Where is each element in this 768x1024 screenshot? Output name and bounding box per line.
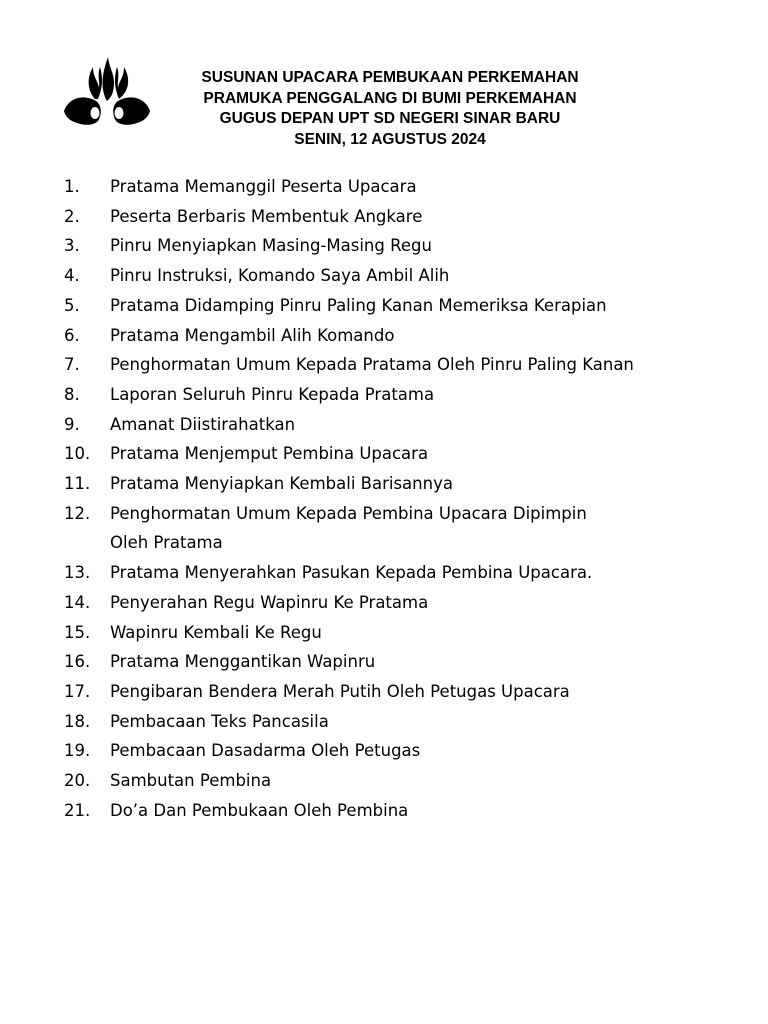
item-number: 13.	[64, 563, 91, 583]
list-item	[64, 736, 744, 766]
item-number: 10.	[64, 444, 91, 464]
tunas-kelapa-pramuka-logo-icon	[62, 55, 152, 127]
list-item	[64, 796, 744, 826]
item-text: Pengibaran Bendera Merah Putih Oleh Petugas Upacara	[110, 681, 570, 701]
item-number: 12.	[64, 503, 91, 523]
list-item	[64, 380, 744, 410]
title-line-2: PRAMUKA PENGGALANG DI BUMI PERKEMAHAN	[203, 89, 577, 107]
item-number: 20.	[64, 771, 91, 791]
item-text: Penghormatan Umum Kepada Pratama Oleh Pinru Paling Kanan	[110, 355, 634, 375]
item-text: Sambutan Pembina	[110, 771, 272, 791]
list-item	[64, 172, 744, 202]
list-item	[64, 261, 744, 291]
item-text: Pratama Memanggil Peserta Upacara	[110, 177, 417, 196]
item-number: 1.	[64, 177, 80, 196]
list-item	[64, 469, 744, 499]
item-text: Penghormatan Umum Kepada Pembina Upacara Dipimpin Oleh Pratama	[110, 503, 587, 553]
item-text: Laporan Seluruh Pinru Kepada Pratama	[110, 384, 435, 404]
item-text: Pembacaan Dasadarma Oleh Petugas	[110, 741, 421, 761]
item-number: 2.	[64, 206, 80, 226]
list-item	[64, 410, 744, 440]
document-title	[160, 68, 620, 150]
list-item	[64, 647, 744, 677]
list-item	[64, 707, 744, 737]
item-number: 9.	[64, 414, 80, 434]
list-item	[64, 558, 744, 588]
item-number: 4.	[64, 266, 80, 286]
item-number: 7.	[64, 355, 80, 375]
list-item	[64, 677, 744, 707]
item-number: 3.	[64, 236, 80, 256]
item-text: Pinru Instruksi, Komando Saya Ambil Alih	[110, 266, 450, 286]
item-number: 15.	[64, 622, 91, 642]
item-text: Pratama Menggantikan Wapinru	[110, 652, 376, 672]
title-date: SENIN, 12 AGUSTUS 2024	[294, 130, 486, 148]
list-item	[64, 588, 744, 618]
list-item	[64, 499, 744, 558]
item-text: Pembacaan Teks Pancasila	[110, 711, 329, 731]
item-text: Pratama Menjemput Pembina Upacara	[110, 444, 429, 464]
item-text: Pratama Menyerahkan Pasukan Kepada Pembina Upacara.	[110, 563, 593, 583]
list-item	[64, 439, 744, 469]
item-number: 8.	[64, 384, 80, 404]
item-text: Wapinru Kembali Ke Regu	[110, 622, 322, 642]
item-text: Amanat Diistirahatkan	[110, 414, 296, 434]
list-item	[64, 350, 744, 380]
item-text: Pinru Menyiapkan Masing-Masing Regu	[110, 236, 432, 256]
item-text: Peserta Berbaris Membentuk Angkare	[110, 206, 423, 226]
title-line-1: SUSUNAN UPACARA PEMBUKAAN PERKEMAHAN	[201, 69, 579, 86]
item-number: 5.	[64, 295, 80, 315]
list-item	[64, 291, 744, 321]
item-number: 16.	[64, 652, 91, 672]
item-text: Pratama Mengambil Alih Komando	[110, 325, 395, 345]
ceremony-agenda-list	[64, 172, 744, 825]
title-line-3: GUGUS DEPAN UPT SD NEGERI SINAR BARU	[219, 110, 561, 127]
list-item	[64, 618, 744, 648]
item-number: 6.	[64, 325, 80, 345]
item-text: Do’a Dan Pembukaan Oleh Pembina	[110, 800, 409, 820]
item-number: 17.	[64, 681, 91, 701]
item-number: 14.	[64, 592, 91, 612]
item-number: 21.	[64, 800, 91, 820]
item-number: 11.	[64, 474, 91, 494]
list-item	[64, 321, 744, 351]
item-text: Pratama Didamping Pinru Paling Kanan Memeriksa Kerapian	[110, 295, 607, 315]
item-text: Penyerahan Regu Wapinru Ke Pratama	[110, 592, 429, 612]
item-number: 19.	[64, 741, 91, 761]
item-text: Pratama Menyiapkan Kembali Barisannya	[110, 474, 453, 494]
list-item	[64, 766, 744, 796]
list-item	[64, 231, 744, 261]
list-item	[64, 202, 744, 232]
item-number: 18.	[64, 711, 91, 731]
